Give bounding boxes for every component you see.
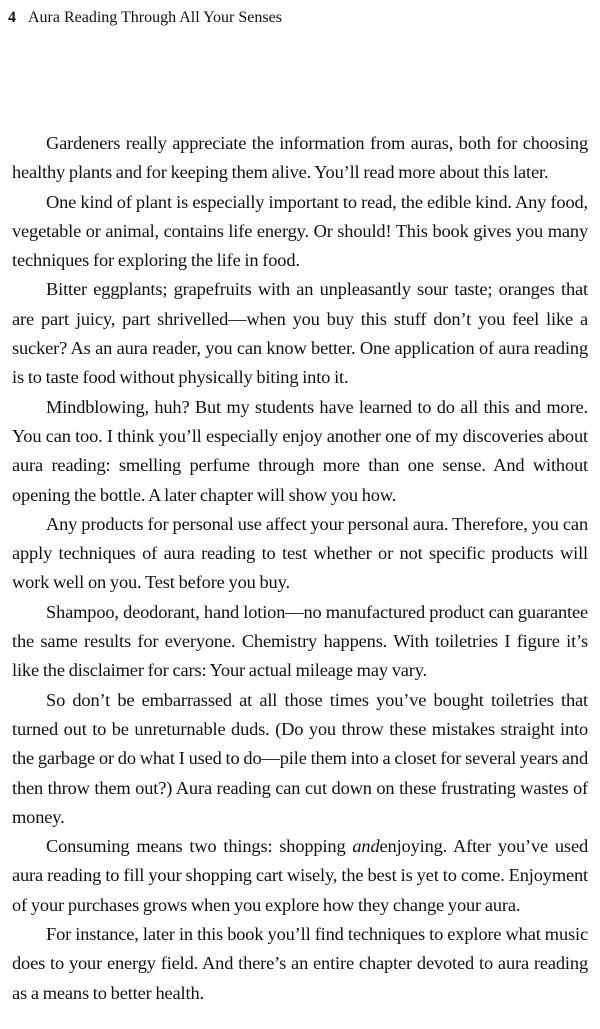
- page-number: 4: [8, 9, 16, 26]
- consuming-text-before: Consuming means two things: shopping: [46, 836, 353, 857]
- running-title: Aura Reading Through All Your Senses: [28, 9, 282, 26]
- paragraph-bitter-eggplants: Bitter eggplants; grapefruits with an unpleasantly sour taste; oranges that are part juicy, part shrivelled—when you buy this stuff don’t you feel like a sucker? As an aura reader, you can know better. One application of aura reading is to taste food without physically biting into it.: [12, 279, 588, 388]
- paragraph-music-health: For instance, later in this book you’ll find techniques to explore what music does to your energy field. And there’s an entire chapter devoted to aura reading as a means to better health.: [12, 924, 588, 1003]
- paragraph-gardeners: Gardeners really appreciate the information from auras, both for choosing healthy plants and for keeping them alive. You’ll read more about this later.: [12, 133, 588, 183]
- paragraph-consuming: [12, 832, 588, 920]
- consuming-text-after: enjoying. After you’ve used aura reading to fill your shopping cart wisely, the best is yet to come. Enjoyment of your purchases grows when you explore how they change your aura.: [12, 836, 588, 915]
- paragraph-personal-products: Any products for personal use affect your personal aura. Therefore, you can apply techniques of aura reading to test whether or not specific products will work well on you. Test before you buy.: [12, 513, 588, 593]
- paragraph-mindblowing: Mindblowing, huh? But my students have learned to do all this and more. You can too. I think you’ll especially enjoy another one of my discoveries about aura reading: smelling perfume through more than one sense. And without opening the bottle. A later chapter will show you how.: [12, 396, 588, 505]
- paragraph-edible-plants: One kind of plant is especially important to read, the edible kind. Any food, vegetable or animal, contains life energy. Or should! This book gives you many techniques for exploring the life in food.: [12, 191, 588, 271]
- running-head: [8, 8, 282, 28]
- consuming-emphasis: and: [352, 836, 380, 857]
- paragraph-toiletries-duds: So don’t be embarrassed at all those times you’ve bought toiletries that turned out to be unreturnable duds. (Do you throw these mistakes straight into the garbage or do what I used to do—pile them into a closet for several years and then throw them out?) Aura reading can cut down on these frustrating wastes of money.: [12, 689, 588, 827]
- body-text: [12, 129, 588, 1008]
- paragraph-shampoo: Shampoo, deodorant, hand lotion—no manufactured product can guarantee the same results for everyone. Chemistry happens. With toiletries I figure it’s like the disclaimer for cars: Your actual mileage may vary.: [12, 601, 588, 681]
